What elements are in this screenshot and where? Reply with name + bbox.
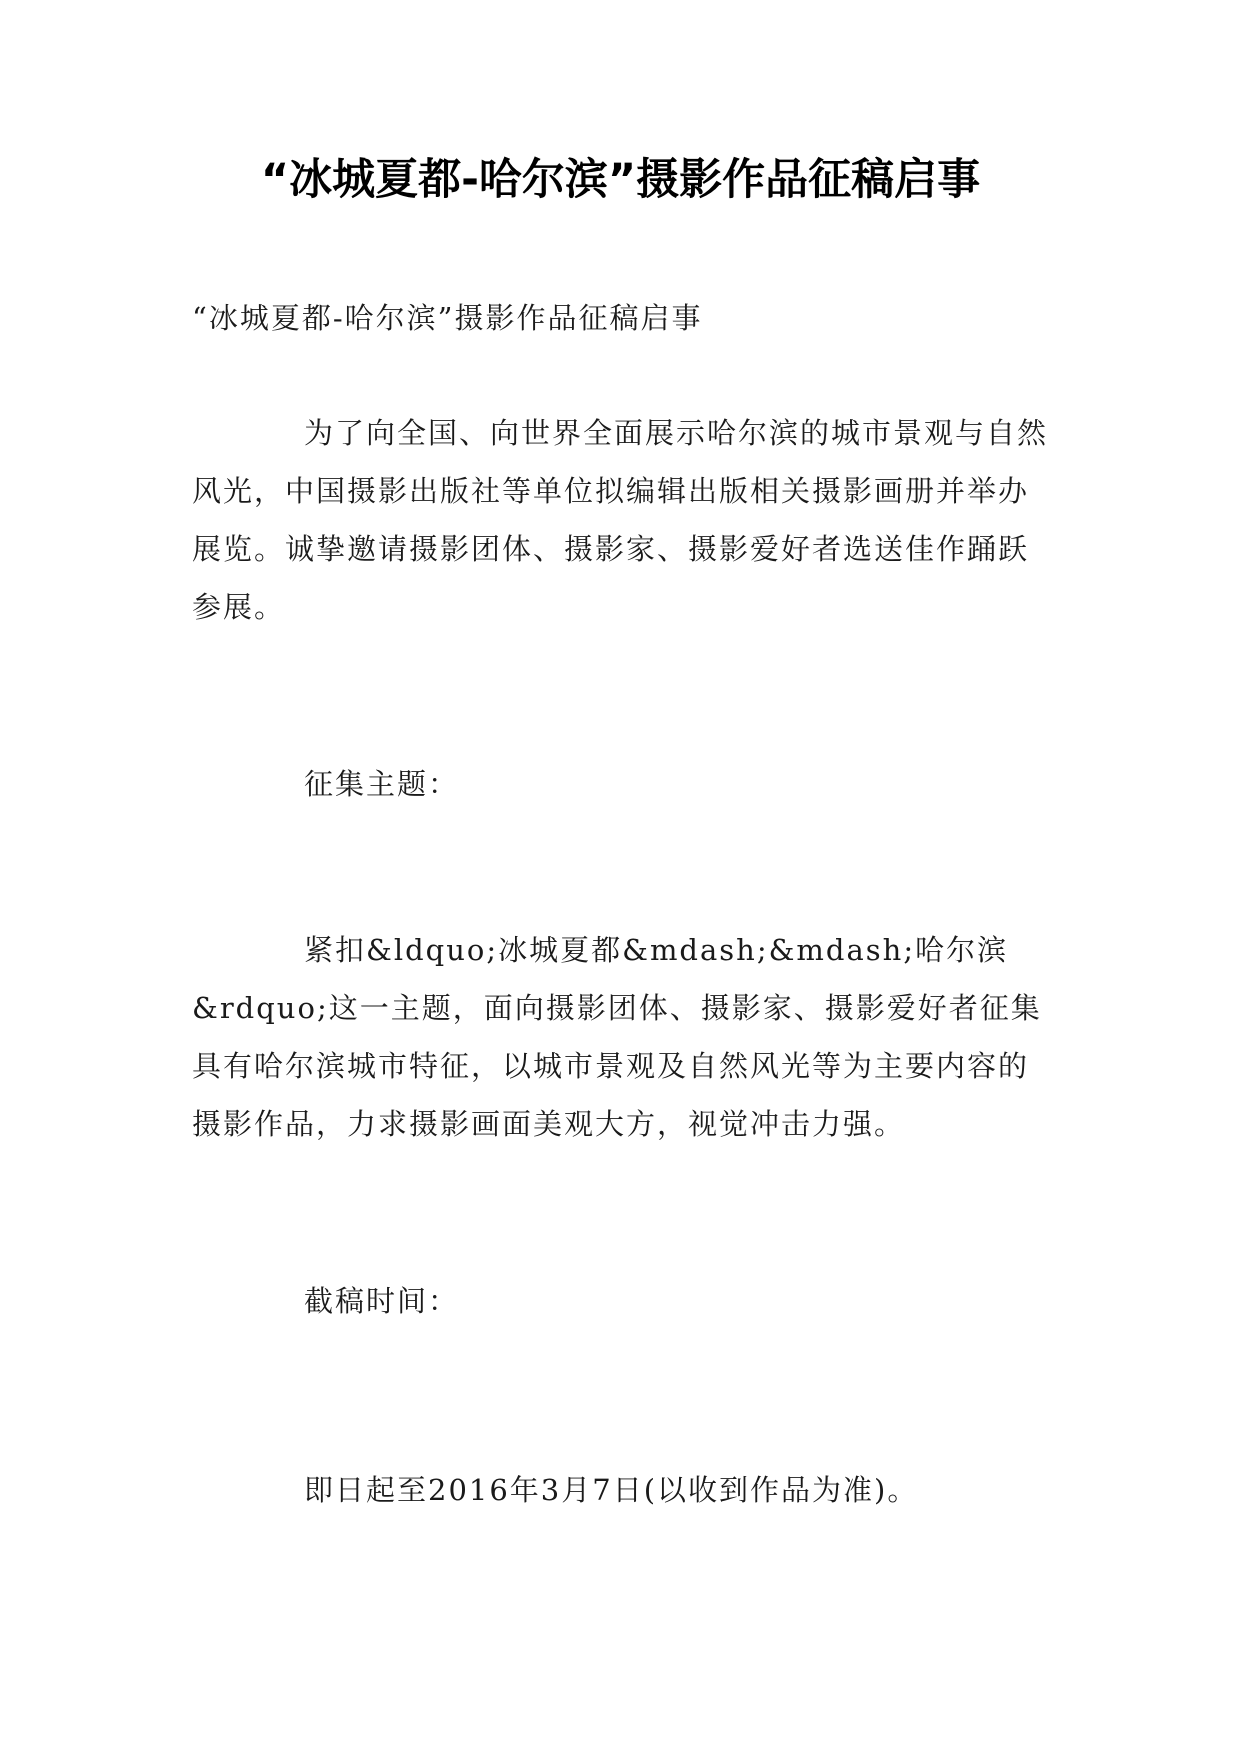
- intro-paragraph: 为了向全国、向世界全面展示哈尔滨的城市景观与自然风光，中国摄影出版社等单位拟编辑出版相关摄影画册并举办展览。诚挚邀请摄影团体、摄影家、摄影爱好者选送佳作踊跃参展。: [192, 416, 1049, 624]
- document-title: “冰城夏都-哈尔滨”摄影作品征稿启事: [260, 155, 981, 205]
- theme-paragraph: 紧扣&ldquo;冰城夏都&mdash;&mdash;哈尔滨&rdquo;这一主题，面向摄影团体、摄影家、摄影爱好者征集具有哈尔滨城市特征，以城市景观及自然风光等为主要内容的摄影作品，力求摄影画面美观大方，视觉冲击力强。: [192, 933, 1042, 1141]
- deadline-heading: 截稿时间：: [304, 1284, 460, 1318]
- deadline-paragraph: 即日起至2016年3月7日(以收到作品为准)。: [304, 1473, 919, 1507]
- document-subtitle: “冰城夏都-哈尔滨”摄影作品征稿启事: [192, 301, 703, 335]
- theme-heading: 征集主题：: [304, 767, 460, 801]
